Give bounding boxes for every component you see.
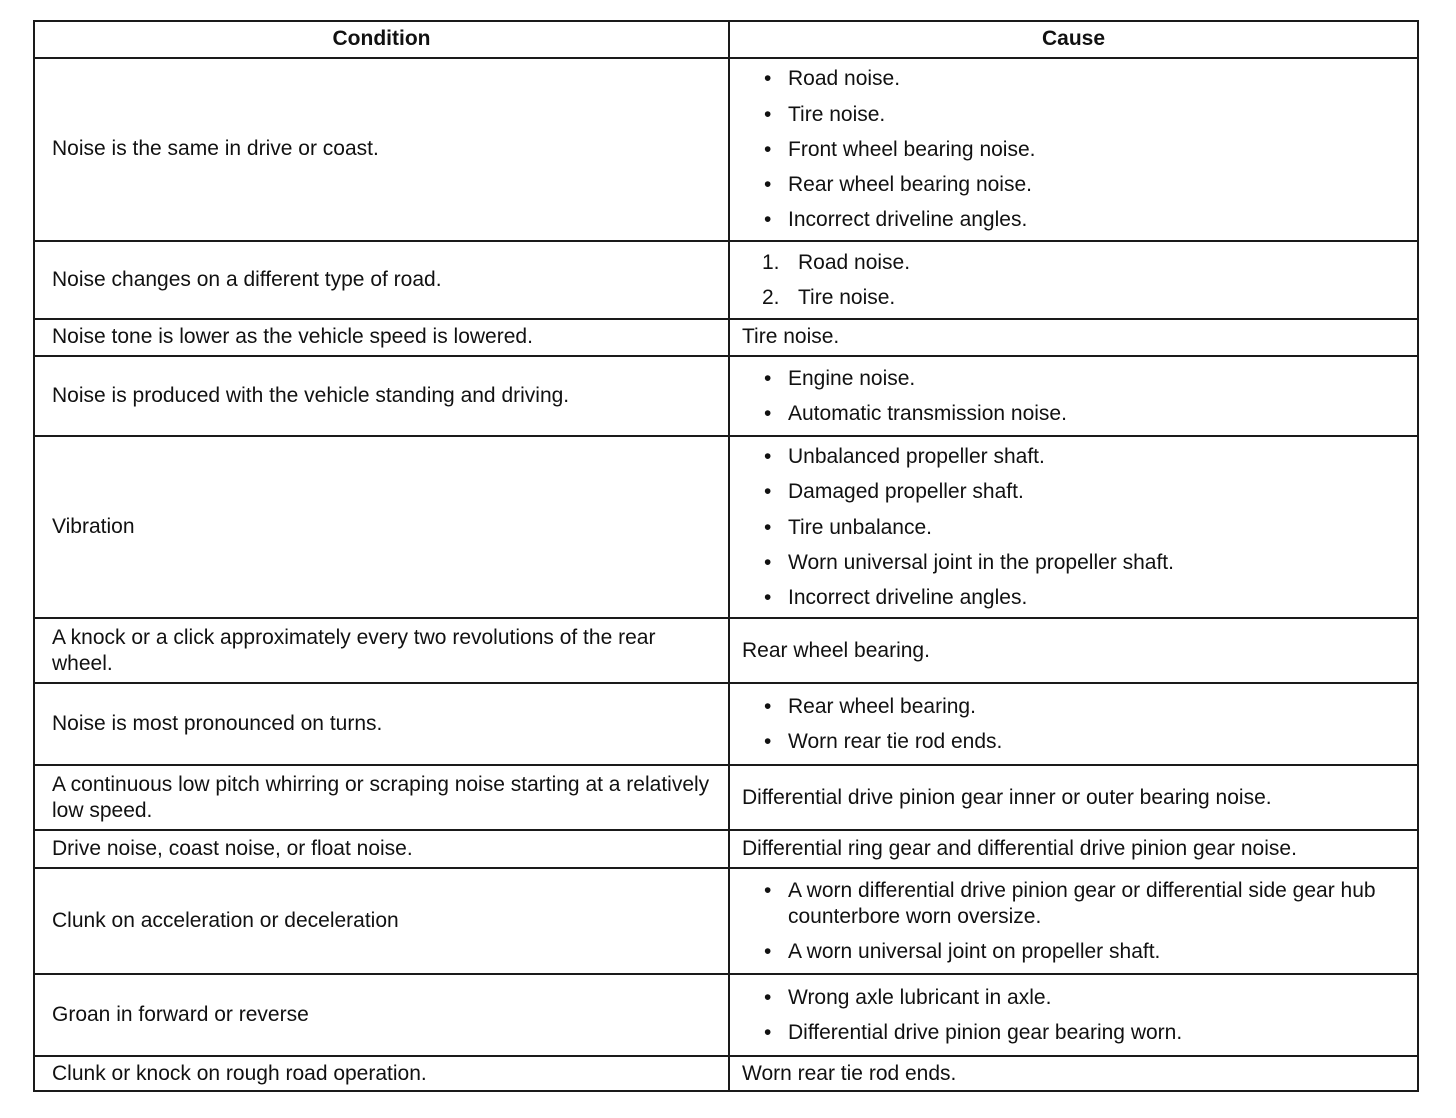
- table-row: [34, 356, 1418, 436]
- condition-cell: Drive noise, coast noise, or float noise.: [34, 830, 729, 868]
- condition-cell: Clunk or knock on rough road operation.: [34, 1056, 729, 1091]
- table-row: [34, 974, 1418, 1056]
- table-row: [34, 1056, 1418, 1091]
- table-row: [34, 830, 1418, 868]
- item-number: 1.: [762, 250, 780, 274]
- cause-item: • Tire unbalance.: [764, 510, 1407, 545]
- cause-item: • Worn universal joint in the propeller shaft.: [764, 545, 1407, 580]
- condition-cell: A knock or a click approximately every two revolutions of the rear wheel.: [34, 618, 729, 683]
- item-number: 2.: [762, 286, 780, 309]
- item-text: Road noise.: [798, 250, 911, 274]
- condition-cell: Noise is most pronounced on turns.: [34, 683, 729, 765]
- cause-item: [762, 280, 1407, 315]
- condition-cell: A continuous low pitch whirring or scraping noise starting at a relatively low speed.: [34, 765, 729, 830]
- cause-item: • Damaged propeller shaft.: [764, 474, 1407, 509]
- cause-list: [742, 689, 1407, 760]
- cause-list: [742, 980, 1407, 1051]
- condition-cell: Noise tone is lower as the vehicle speed is lowered.: [34, 319, 729, 356]
- condition-column-header: Condition: [34, 21, 729, 58]
- table-row: [34, 319, 1418, 356]
- cause-item: [762, 245, 1407, 280]
- cause-cell: [729, 974, 1418, 1056]
- cause-item: • Rear wheel bearing.: [764, 689, 1407, 724]
- condition-cell: Noise is the same in drive or coast.: [34, 58, 729, 241]
- cause-cell: Differential drive pinion gear inner or outer bearing noise.: [729, 765, 1418, 830]
- table-row: [34, 58, 1418, 241]
- cause-cell: [729, 356, 1418, 436]
- cause-list: [742, 61, 1407, 237]
- cause-cell: [729, 241, 1418, 319]
- item-text: Tire noise.: [798, 286, 896, 309]
- cause-item: • Rear wheel bearing noise.: [764, 167, 1407, 202]
- condition-cell: Groan in forward or reverse: [34, 974, 729, 1056]
- cause-list: [742, 439, 1407, 615]
- cause-cell: [729, 58, 1418, 241]
- table-row: [34, 618, 1418, 683]
- cause-item: • A worn universal joint on propeller shaft.: [764, 934, 1407, 969]
- cause-numbered-list: [742, 245, 1407, 316]
- table-row: [34, 436, 1418, 618]
- cause-item: • Incorrect driveline angles.: [764, 580, 1407, 615]
- cause-item: • Tire noise.: [764, 97, 1407, 132]
- cause-item: • Road noise.: [764, 61, 1407, 96]
- cause-cell: Worn rear tie rod ends.: [729, 1056, 1418, 1091]
- cause-list: [742, 361, 1407, 432]
- condition-cell: Vibration: [34, 436, 729, 618]
- condition-cell: Noise is produced with the vehicle standing and driving.: [34, 356, 729, 436]
- cause-item: • Worn rear tie rod ends.: [764, 724, 1407, 759]
- table-row: [34, 765, 1418, 830]
- table-row: [34, 868, 1418, 974]
- header-row: [34, 21, 1418, 58]
- condition-cell: Clunk on acceleration or deceleration: [34, 868, 729, 974]
- cause-column-header: Cause: [729, 21, 1418, 58]
- table-row: [34, 683, 1418, 765]
- cause-item: • Automatic transmission noise.: [764, 396, 1407, 431]
- cause-cell: [729, 436, 1418, 618]
- cause-cell: [729, 683, 1418, 765]
- cause-item: • Engine noise.: [764, 361, 1407, 396]
- table-row: [34, 241, 1418, 319]
- cause-list: [742, 873, 1407, 970]
- cause-cell: Rear wheel bearing.: [729, 618, 1418, 683]
- cause-cell: Differential ring gear and differential drive pinion gear noise.: [729, 830, 1418, 868]
- cause-item: • Differential drive pinion gear bearing worn.: [764, 1015, 1407, 1050]
- cause-item: • Unbalanced propeller shaft.: [764, 439, 1407, 474]
- condition-cell: Noise changes on a different type of road.: [34, 241, 729, 319]
- cause-item: • Front wheel bearing noise.: [764, 132, 1407, 167]
- cause-item: • Wrong axle lubricant in axle.: [764, 980, 1407, 1015]
- cause-item: • Incorrect driveline angles.: [764, 202, 1407, 237]
- cause-item: • A worn differential drive pinion gear or differential side gear hub counterbore worn oversize.: [764, 873, 1407, 935]
- cause-cell: [729, 868, 1418, 974]
- diagnosis-table: [33, 20, 1419, 1092]
- cause-cell: Tire noise.: [729, 319, 1418, 356]
